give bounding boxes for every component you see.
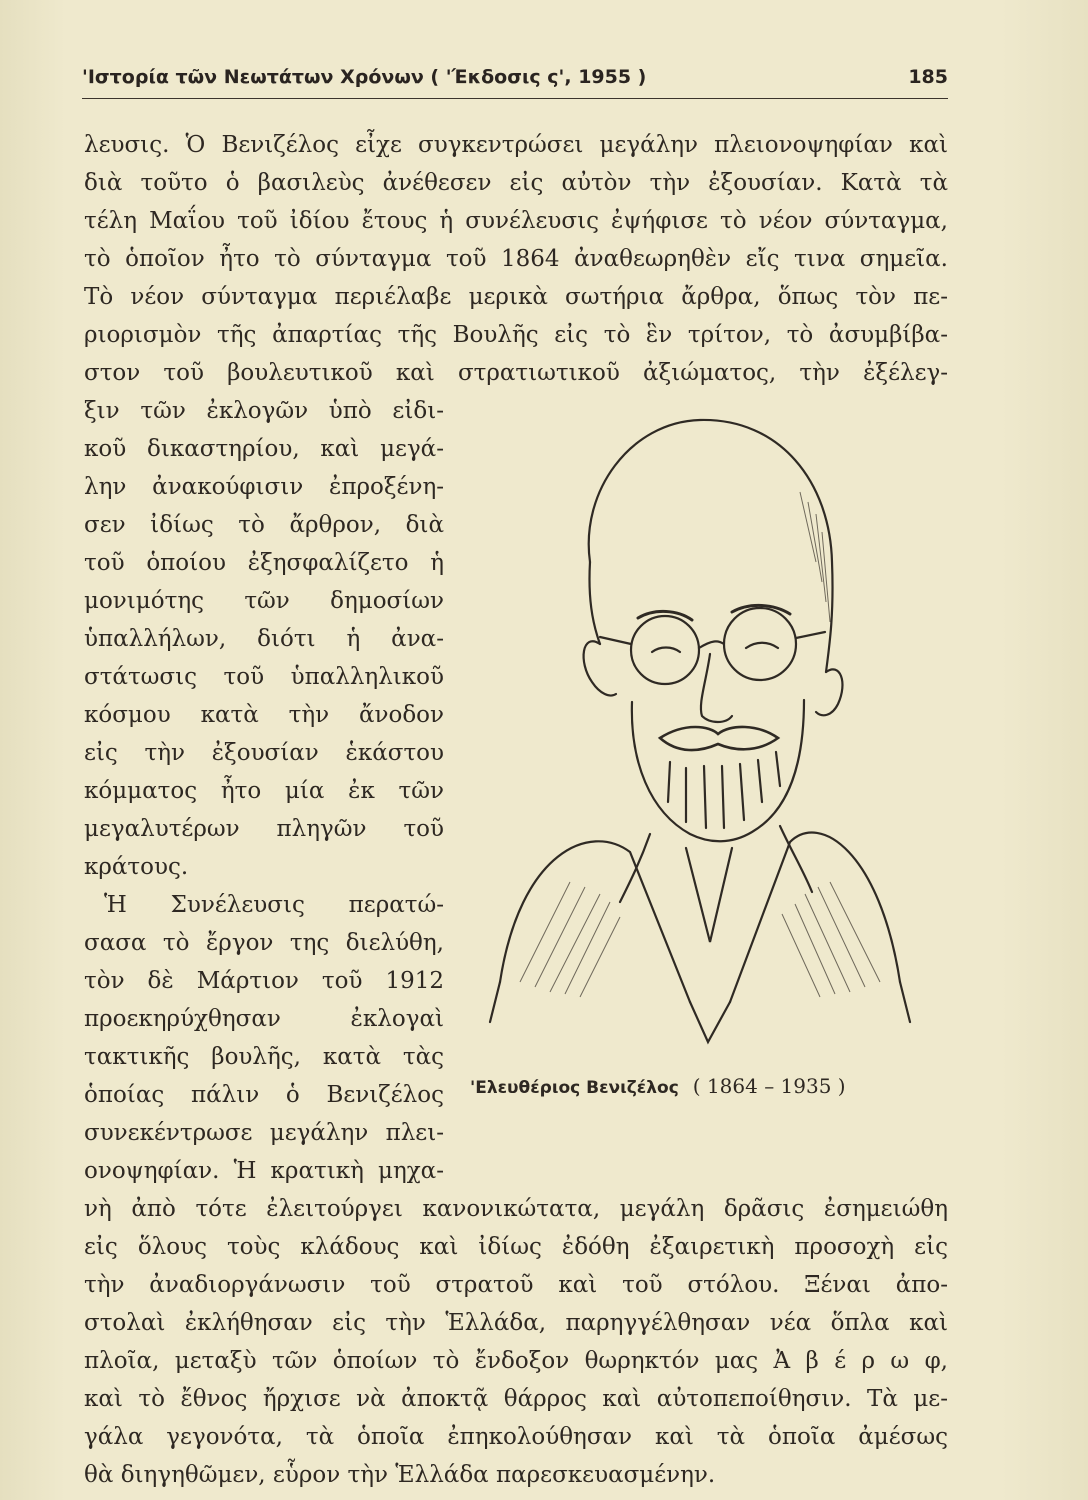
caption-dates: ( 1864 – 1935 ) [692, 1074, 846, 1098]
text-line: καὶ τὸ ἔθνος ἤρχισε νὰ ἀποκτᾷ θάρρος καὶ αὐτοπεποίθησιν. Τὰ με- [84, 1386, 948, 1412]
header-rule [82, 98, 948, 99]
text-line: κράτους. [84, 854, 189, 880]
text-line: προεκηρύχθησαν ἐκλογαὶ [84, 1006, 444, 1032]
text-line: τακτικῆς βουλῆς, κατὰ τὰς [84, 1044, 444, 1070]
text-line: τὸ ὁποῖον ἦτο τὸ σύνταγμα τοῦ 1864 ἀναθεωρηθὲν εἴς τινα σημεῖα. [84, 246, 948, 272]
text-line: ξιν τῶν ἐκλογῶν ὑπὸ εἰδι- [84, 398, 444, 424]
text-line: κόμματος ἦτο μία ἐκ τῶν [84, 778, 444, 804]
text-line: λευσις. Ὁ Βενιζέλος εἶχε συγκεντρώσει μεγάλην πλειονοψηφίαν καὶ [84, 132, 948, 158]
text-line: σεν ἰδίως τὸ ἄρθρον, διὰ [84, 512, 444, 538]
portrait-illustration [460, 382, 930, 1062]
running-title: 'Ιστορία τῶν Νεωτάτων Χρόνων ( 'Έκδοσις ς', 1955 ) [82, 66, 647, 88]
text-line: πλοῖα, μεταξὺ τῶν ὁποίων τὸ ἔνδοξον θωρηκτόν μας Ἀ β έ ρ ω φ, [84, 1348, 948, 1374]
text-line: μεγαλυτέρων πληγῶν τοῦ [84, 816, 444, 842]
text-line: ριορισμὸν τῆς ἀπαρτίας τῆς Βουλῆς εἰς τὸ ἓν τρίτον, τὸ ἀσυμβίβα- [84, 322, 948, 348]
text-line: τοῦ ὁποίου ἐξησφαλίζετο ἡ [84, 550, 444, 576]
text-line: ὁποίας πάλιν ὁ Βενιζέλος [84, 1082, 444, 1108]
text-line: στολαὶ ἐκλήθησαν εἰς τὴν Ἑλλάδα, παρηγγέλθησαν νέα ὅπλα καὶ [84, 1310, 948, 1336]
text-line: θὰ διηγηθῶμεν, εὗρον τὴν Ἑλλάδα παρεσκευασμένην. [84, 1462, 716, 1488]
running-head [82, 66, 948, 96]
text-line: τέλη Μαΐου τοῦ ἰδίου ἔτους ἡ συνέλευσις ἐψήφισε τὸ νέον σύνταγμα, [84, 208, 948, 234]
text-line: λην ἀνακούφισιν ἐπροξένη- [84, 474, 444, 500]
text-line: εἰς ὅλους τοὺς κλάδους καὶ ἰδίως ἐδόθη ἐξαιρετικὴ προσοχὴ εἰς [84, 1234, 948, 1260]
text-line: κοῦ δικαστηρίου, καὶ μεγά- [84, 436, 444, 462]
text-line: ὑπαλλήλων, διότι ἡ ἀνα- [84, 626, 444, 652]
text-line: διὰ τοῦτο ὁ βασιλεὺς ἀνέθεσεν εἰς αὐτὸν τὴν ἐξουσίαν. Κατὰ τὰ [84, 170, 948, 196]
text-line: γάλα γεγονότα, τὰ ὁποῖα ἐπηκολούθησαν καὶ τὰ ὁποῖα ἀμέσως [84, 1424, 948, 1450]
text-line: Τὸ νέον σύνταγμα περιέλαβε μερικὰ σωτήρια ἄρθρα, ὅπως τὸν πε- [84, 284, 948, 310]
text-line: μονιμότης τῶν δημοσίων [84, 588, 444, 614]
text-line: σασα τὸ ἔργον της διελύθη, [84, 930, 444, 956]
text-line: στάτωσις τοῦ ὑπαλληλικοῦ [84, 664, 444, 690]
text-line: ονοψηφίαν. Ἡ κρατικὴ μηχα- [84, 1158, 444, 1184]
page-number: 185 [908, 66, 948, 88]
text-line: Ἡ Συνέλευσις περατώ- [104, 892, 444, 918]
text-line: στον τοῦ βουλευτικοῦ καὶ στρατιωτικοῦ ἀξιώματος, τὴν ἐξέλεγ- [84, 360, 948, 386]
caption-name: 'Ελευθέριος Βενιζέλος [470, 1078, 679, 1098]
text-line: εἰς τὴν ἐξουσίαν ἑκάστου [84, 740, 444, 766]
text-line: τὸν δὲ Μάρτιον τοῦ 1912 [84, 968, 444, 994]
text-line: τὴν ἀναδιοργάνωσιν τοῦ στρατοῦ καὶ τοῦ στόλου. Ξέναι ἀπο- [84, 1272, 948, 1298]
text-line: συνεκέντρωσε μεγάλην πλει- [84, 1120, 444, 1146]
text-line: νὴ ἀπὸ τότε ἐλειτούργει κανονικώτατα, μεγάλη δρᾶσις ἐσημειώθη [84, 1196, 948, 1222]
text-line: κόσμου κατὰ τὴν ἄνοδον [84, 702, 444, 728]
figure-caption [470, 1074, 940, 1108]
